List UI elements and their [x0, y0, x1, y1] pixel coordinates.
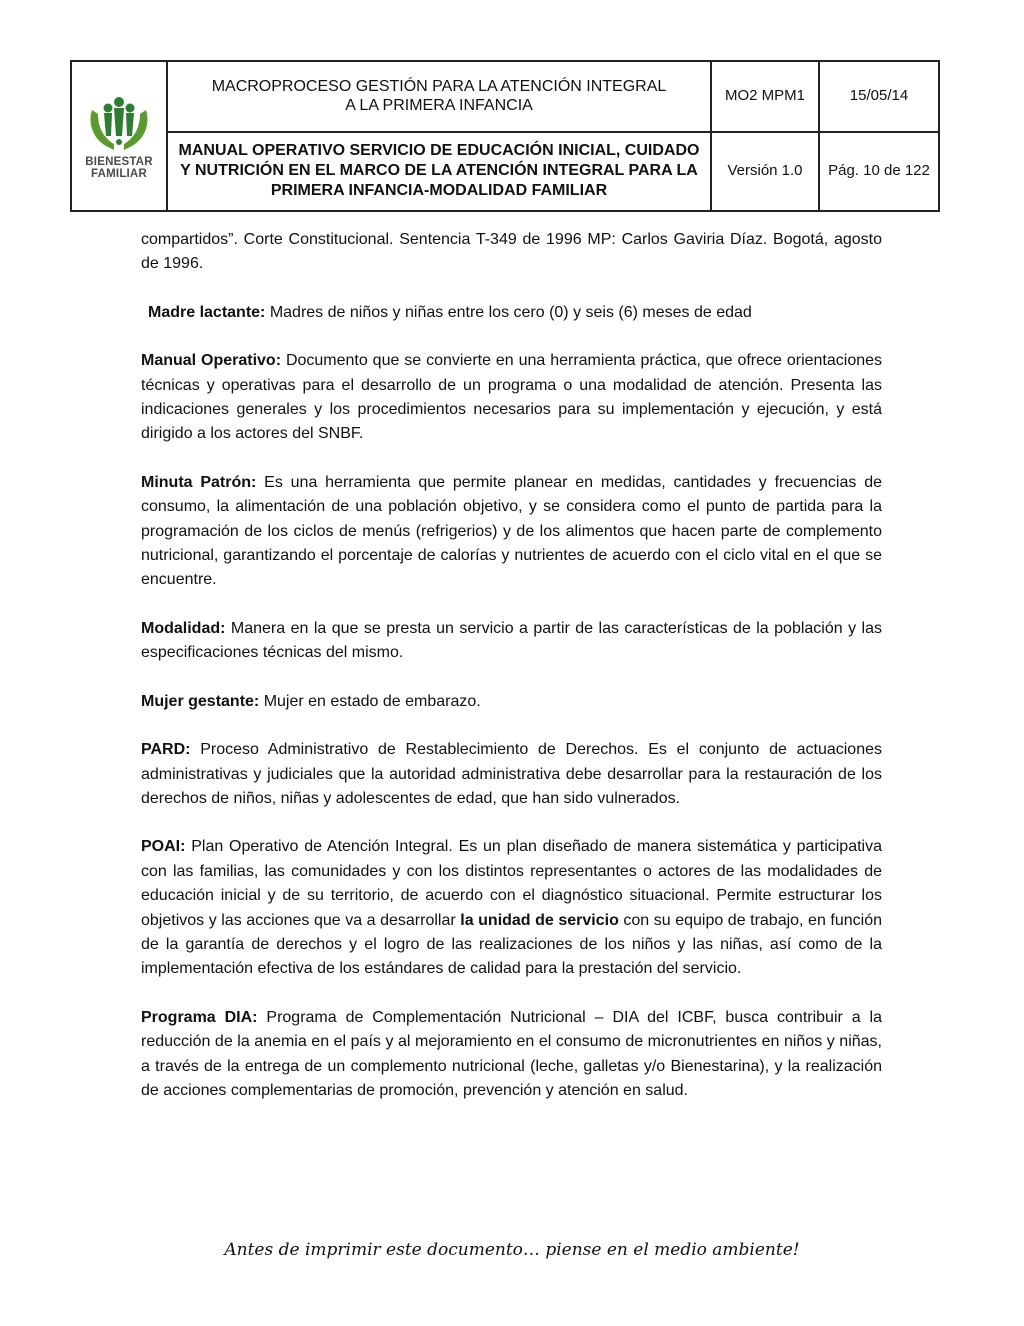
footer-note: Antes de imprimir este documento… piense en el medio ambiente! — [224, 1240, 800, 1260]
document-header-table — [70, 60, 940, 212]
definition-poai — [141, 835, 882, 981]
bienestar-familiar-logo — [72, 92, 166, 180]
definition-programa-dia — [141, 1006, 882, 1104]
macroproceso-line1: MACROPROCESO GESTIÓN PARA LA ATENCIÓN INTEGRAL — [211, 78, 667, 96]
document-code: MO2 MPM1 — [711, 61, 819, 132]
paragraph-continuation — [141, 228, 882, 277]
term-label: Mujer gestante: — [141, 692, 260, 710]
document-body — [141, 228, 882, 1127]
term-label: Manual Operativo: — [141, 352, 282, 370]
definition-pard — [141, 738, 882, 811]
definition-modalidad — [141, 617, 882, 666]
document-version: Versión 1.0 — [711, 132, 819, 211]
term-label: Minuta Patrón: — [141, 473, 257, 491]
term-label: Programa DIA: — [141, 1008, 258, 1026]
definition-madre-lactante — [141, 301, 882, 325]
definition-text: con su equipo de trabajo, en función de la garantía de derechos y el logro de las realizaciones de los niños y las niñas, así como de la implementación efectiva de los estándares de calidad para la prestación del servicio. — [141, 911, 882, 978]
definition-text: Es una herramienta que permite planear en medidas, cantidades y frecuencias de consumo, la alimentación de una población objetivo, y se considera como el punto de partida para la programación de los ciclos de menús (refrigerios) y de los alimentos que hacen parte de complemento nutricional, garantizando el porcentaje de calorías y nutrientes de acuerdo con el ciclo vital en el que se encuentre. — [141, 473, 882, 589]
document-date: 15/05/14 — [819, 61, 939, 132]
family-hands-icon — [84, 92, 154, 156]
term-label: POAI: — [141, 838, 186, 856]
definition-text: Proceso Administrativo de Restablecimiento de Derechos. Es el conjunto de actuaciones administrativas y judiciales que la autoridad administrativa debe desarrollar para la restauración de los derechos de niños, niñas y adolescentes de edad, que han sido vulnerados. — [141, 741, 882, 807]
definition-text: Mujer en estado de embarazo. — [259, 692, 481, 710]
logo-text-line1: BIENESTAR — [85, 156, 153, 168]
term-label: PARD: — [141, 741, 191, 759]
definition-text: Programa de Complementación Nutricional – DIA del ICBF, busca contribuir a la reducción de la anemia en el país y al mejoramiento en el consumo de micronutrientes en niños y niñas, a través de la entrega de un complemento nutricional (leche, galletas y/o Bienestarina), y la realización de acciones complementarias de promoción, prevención y atención en salud. — [141, 1008, 883, 1099]
definition-manual-operativo — [141, 349, 882, 447]
manual-title-cell — [167, 132, 711, 211]
continuation-text: compartidos”. Corte Constitucional. Sentencia T-349 de 1996 MP: Carlos Gaviria Díaz. Bogotá, agosto de 1996. — [141, 231, 882, 273]
definition-text: Plan Operativo de Atención Integral. Es un plan diseñado de manera sistemática y participativa con las familias, las comunidades y con los distintos representantes o actores de las modalidades de educación inicial y de su territorio, de acuerdo con el diagnóstico situacional. Permite estructurar los objetivos y las acciones que va a desarrollar — [141, 838, 882, 929]
definition-minuta-patron — [141, 471, 882, 593]
macroproceso-cell — [167, 61, 711, 132]
macroproceso-line2: A LA PRIMERA INFANCIA — [345, 97, 533, 115]
term-label: Modalidad: — [141, 619, 226, 637]
term-label: Madre lactante: — [148, 303, 266, 321]
definition-text: Documento que se convierte en una herramienta práctica, que ofrece orientaciones técnicas y operativas para el desarrollo de un programa o una modalidad de atención. Presenta las indicaciones generales y los procedimientos necesarios para su implementación y ejecución, y está dirigido a los actores del SNBF. — [141, 352, 883, 443]
manual-title: MANUAL OPERATIVO SERVICIO DE EDUCACIÓN INICIAL, CUIDADO Y NUTRICIÓN EN EL MARCO DE LA ATENCIÓN INTEGRAL PARA LA PRIMERA INFANCIA-MODALIDAD FAMILIAR — [178, 142, 700, 200]
page-number: Pág. 10 de 122 — [819, 132, 939, 211]
definition-mujer-gestante — [141, 690, 882, 714]
logo-cell — [71, 61, 167, 211]
bold-phrase: la unidad de servicio — [460, 911, 619, 929]
definition-text: Madres de niños y niñas entre los cero (0) y seis (6) meses de edad — [265, 303, 752, 321]
logo-text-line2: FAMILIAR — [91, 168, 147, 180]
definition-text: Manera en la que se presta un servicio a partir de las características de la población y las especificaciones técnicas del mismo. — [141, 619, 882, 662]
